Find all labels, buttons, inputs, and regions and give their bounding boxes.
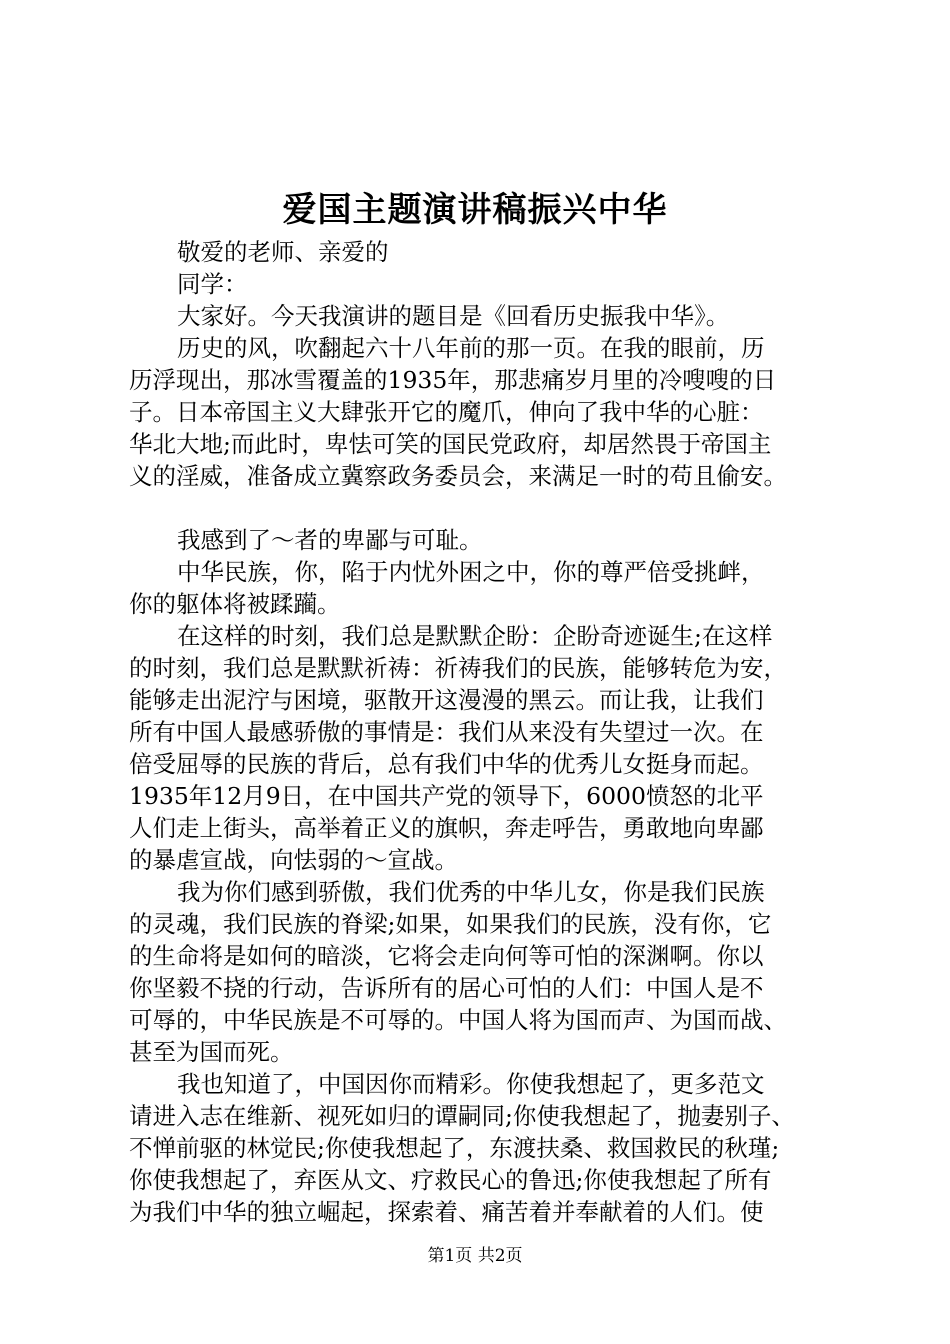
text-line: 同学： <box>177 270 248 298</box>
text-line: 可辱的，中华民族是不可辱的。中国人将为国而声、为国而战、 <box>129 1006 787 1034</box>
text-line: 我也知道了，中国因你而精彩。你使我想起了，更多范文 <box>177 1070 765 1098</box>
text-line: 在这样的时刻，我们总是默默企盼：企盼奇迹诞生;在这样 <box>177 622 773 650</box>
text-line: 能够走出泥泞与困境，驱散开这漫漫的黑云。而让我，让我们 <box>129 686 764 714</box>
text-line: 敬爱的老师、亲爱的 <box>177 238 389 266</box>
text-line: 倍受屈辱的民族的背后，总有我们中华的优秀儿女挺身而起。 <box>129 750 764 778</box>
text-line: 中华民族，你，陷于内忧外困之中，你的尊严倍受挑衅， <box>177 558 765 586</box>
blank-line <box>129 492 829 524</box>
text-line: 的灵魂，我们民族的脊梁;如果，如果我们的民族，没有你，它 <box>129 910 772 938</box>
document-body <box>129 236 829 1228</box>
text-line: 不惮前驱的林觉民;你使我想起了，东渡扶桑、救国救民的秋瑾; <box>129 1134 780 1162</box>
page-footer: 第1页 共2页 <box>427 1246 523 1266</box>
text-line: 的时刻，我们总是默默祈祷：祈祷我们的民族，能够转危为安， <box>129 654 787 682</box>
text-line: 子。日本帝国主义大肆张开它的魔爪，伸向了我中华的心脏： <box>129 398 764 426</box>
text-line: 义的淫威，准备成立冀察政务委员会，来满足一时的苟且偷安。 <box>129 462 787 490</box>
text-line: 历浮现出，那冰雪覆盖的1935年，那悲痛岁月里的冷嗖嗖的日 <box>129 366 777 394</box>
text-line: 的暴虐宣战，向怯弱的～宣战。 <box>129 846 458 874</box>
text-line: 请进入志在维新、视死如归的谭嗣同;你使我想起了，抛妻别子、 <box>129 1102 795 1130</box>
text-line: 大家好。今天我演讲的题目是《回看历史振我中华》。 <box>177 302 730 330</box>
text-line: 你的躯体将被蹂躏。 <box>129 590 341 618</box>
text-line: 甚至为国而死。 <box>129 1038 294 1066</box>
text-line: 为我们中华的独立崛起，探索着、痛苦着并奉献着的人们。使 <box>129 1198 764 1226</box>
text-line: 1935年12月9日，在中国共产党的领导下，6000愤怒的北平 <box>129 782 764 810</box>
text-line: 你使我想起了，弃医从文、疗救民心的鲁迅;你使我想起了所有 <box>129 1166 772 1194</box>
text-line: 华北大地;而此时，卑怯可笑的国民党政府，却居然畏于帝国主 <box>129 430 772 458</box>
text-line: 人们走上街头，高举着正义的旗帜，奔走呼告，勇敢地向卑鄙 <box>129 814 764 842</box>
text-line: 历史的风，吹翻起六十八年前的那一页。在我的眼前，历 <box>177 334 765 362</box>
text-line: 你坚毅不挠的行动，告诉所有的居心可怕的人们：中国人是不 <box>129 974 764 1002</box>
text-line: 我感到了～者的卑鄙与可耻。 <box>177 526 483 554</box>
text-line: 我为你们感到骄傲，我们优秀的中华儿女，你是我们民族 <box>177 878 765 906</box>
text-line: 所有中国人最感骄傲的事情是：我们从来没有失望过一次。在 <box>129 718 764 746</box>
text-line: 的生命将是如何的暗淡，它将会走向何等可怕的深渊啊。你以 <box>129 942 764 970</box>
document-title: 爱国主题演讲稿振兴中华 <box>282 190 668 230</box>
